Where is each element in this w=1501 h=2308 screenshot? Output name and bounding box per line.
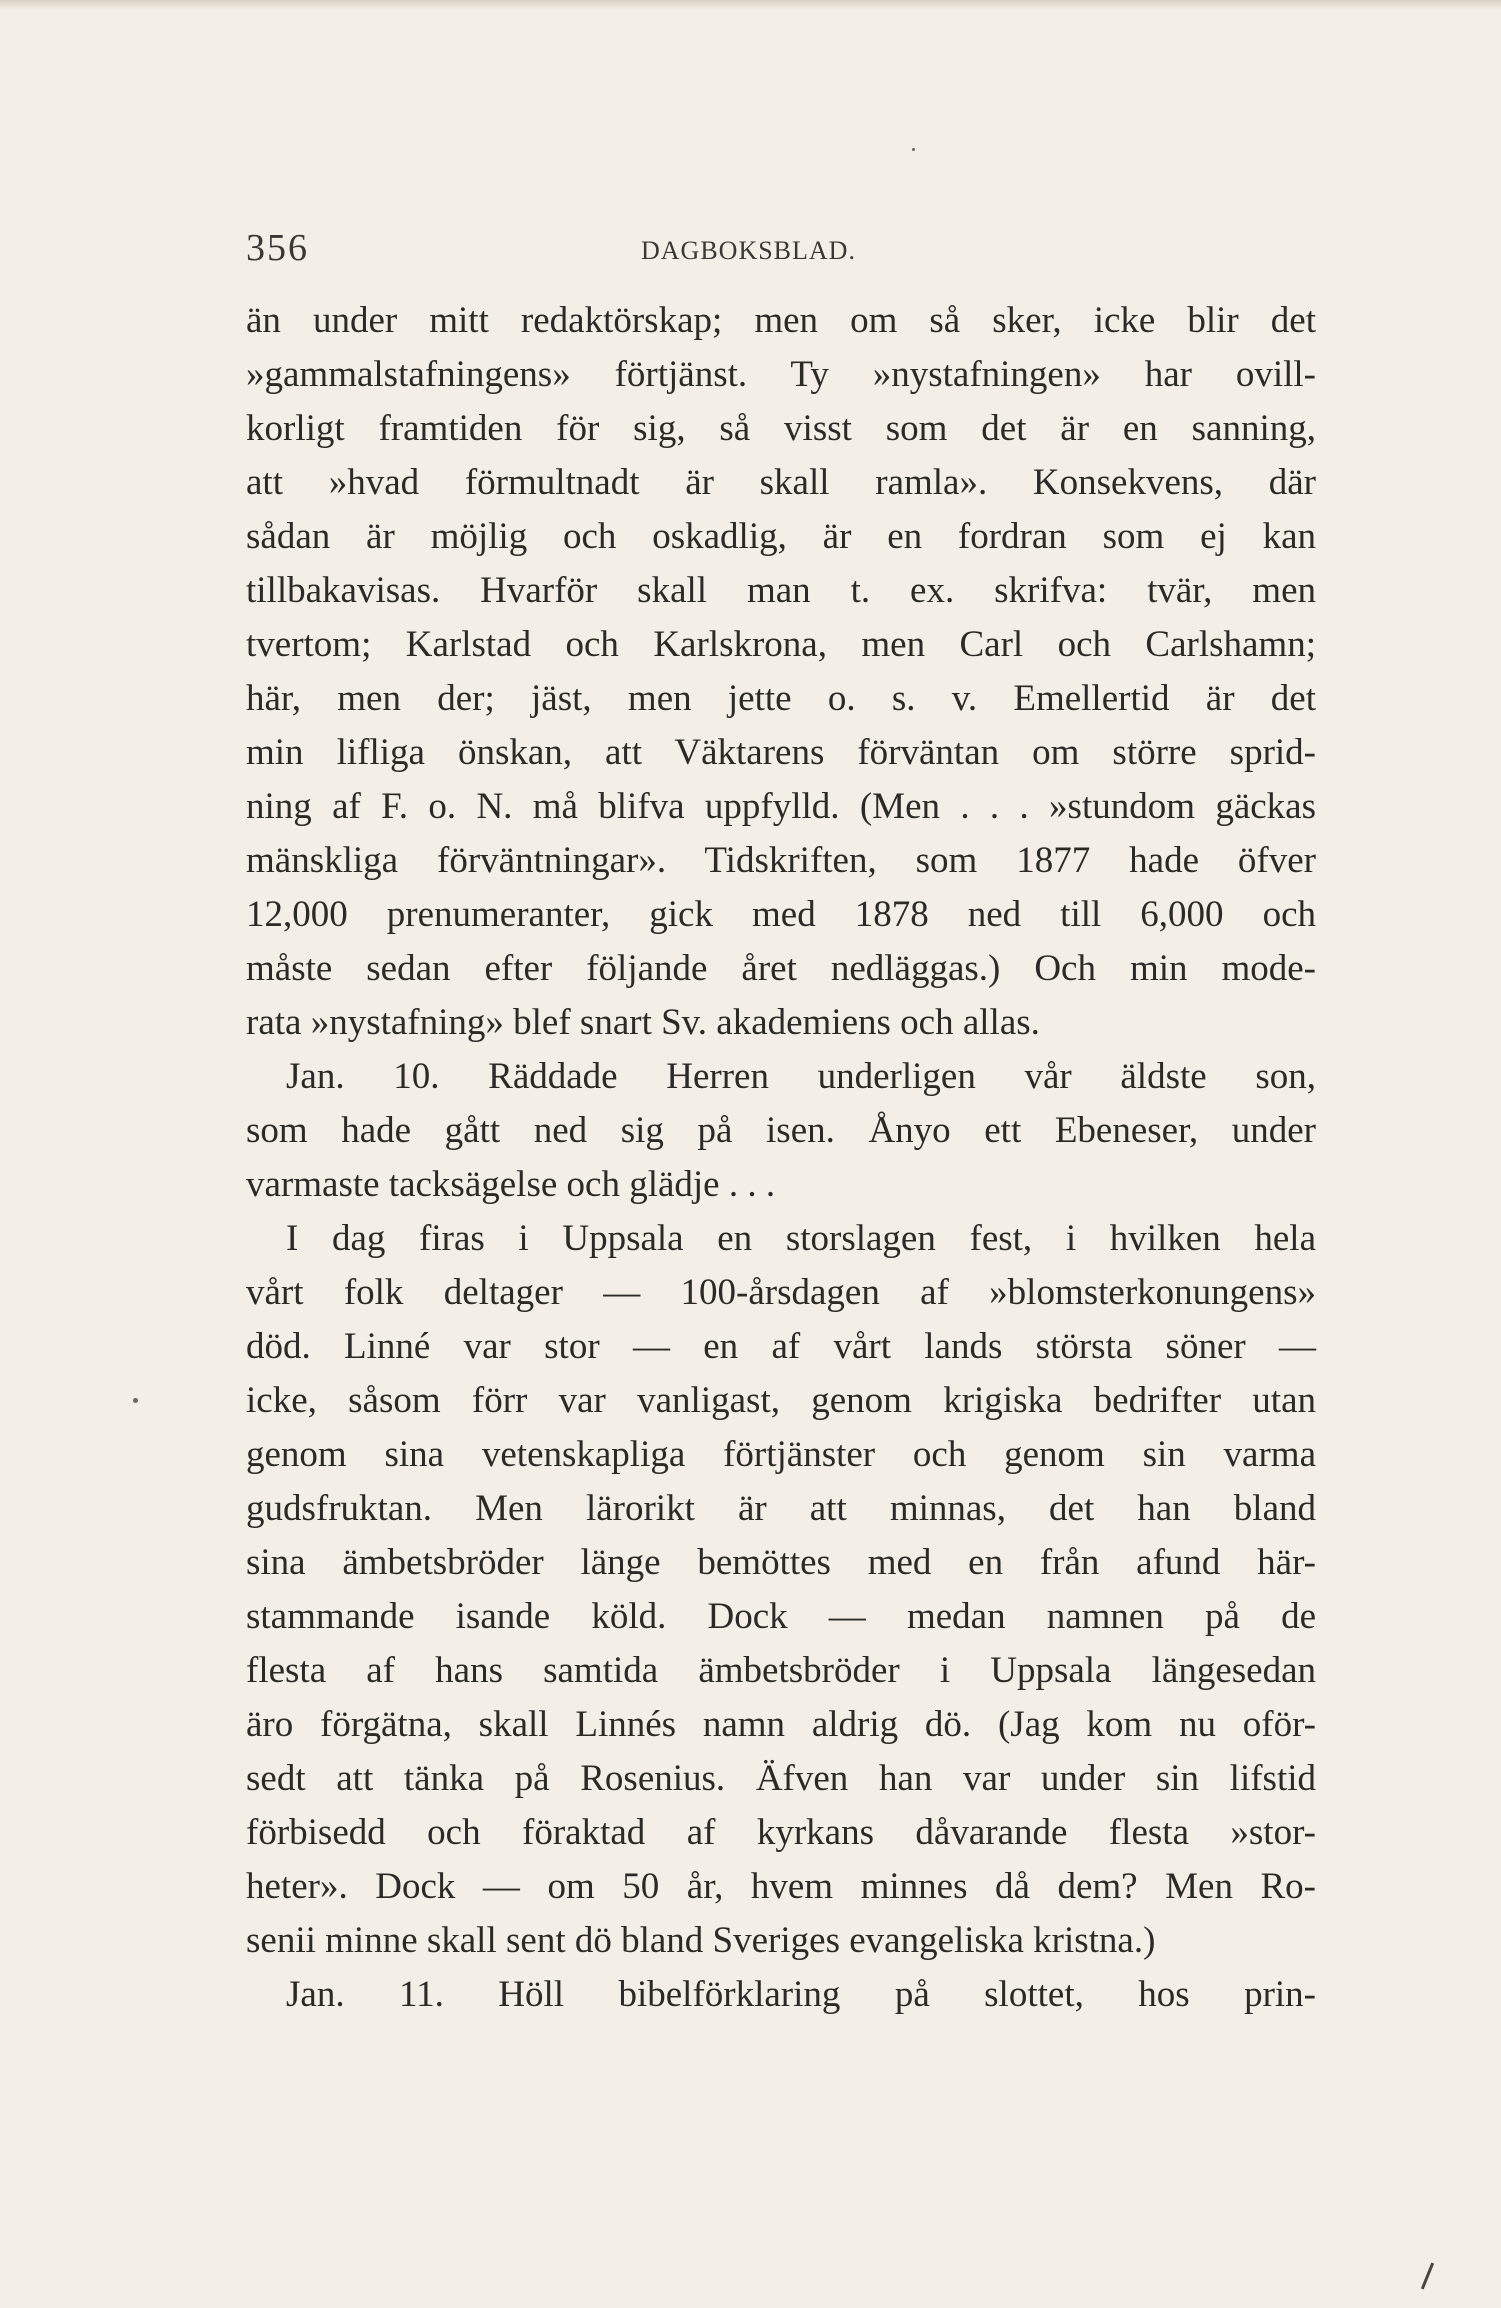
text-line: heter». Dock — om 50 år, hvem minnes då dem? Men Ro- bbox=[246, 1866, 1316, 1907]
text-line: 12,000 prenumeranter, gick med 1878 ned till 6,000 och bbox=[246, 894, 1316, 935]
text-line: ning af F. o. N. må blifva uppfylld. (Men . . . »stundom gäckas bbox=[246, 786, 1316, 827]
running-head: DAGBOKSBLAD. bbox=[641, 236, 856, 265]
text-line: rata »nystafning» blef snart Sv. akademiens och allas. bbox=[246, 1002, 1040, 1043]
body-text bbox=[246, 294, 1316, 2022]
margin-speck bbox=[133, 1398, 138, 1403]
text-line: korligt framtiden för sig, så visst som det är en sanning, bbox=[246, 408, 1316, 449]
text-line: här, men der; jäst, men jette o. s. v. Emellertid är det bbox=[246, 678, 1316, 719]
text-line: gudsfruktan. Men lärorikt är att minnas, det han bland bbox=[246, 1488, 1316, 1529]
diary-entry-line: Jan. 10. Räddade Herren underligen vår äldste son, bbox=[286, 1056, 1316, 1097]
text-line: mänskliga förväntningar». Tidskriften, som 1877 hade öfver bbox=[246, 840, 1316, 881]
text-line: vårt folk deltager — 100-årsdagen af »blomsterkonungens» bbox=[246, 1272, 1316, 1313]
paragraph-start-line: I dag firas i Uppsala en storslagen fest, i hvilken hela bbox=[286, 1218, 1316, 1259]
text-line: flesta af hans samtida ämbetsbröder i Uppsala längesedan bbox=[246, 1650, 1316, 1691]
text-line: min lifliga önskan, att Väktarens förväntan om större sprid- bbox=[246, 732, 1316, 773]
text-line: att »hvad förmultnadt är skall ramla». Konsekvens, där bbox=[246, 462, 1316, 503]
corner-pencil-mark bbox=[1421, 2262, 1434, 2289]
text-line: stammande isande köld. Dock — medan namnen på de bbox=[246, 1596, 1316, 1637]
text-line: tillbakavisas. Hvarför skall man t. ex. skrifva: tvär, men bbox=[246, 570, 1316, 611]
text-line: som hade gått ned sig på isen. Ånyo ett Ebeneser, under bbox=[246, 1110, 1316, 1151]
page-header bbox=[246, 226, 1310, 278]
text-line: »gammalstafningens» förtjänst. Ty »nystafningen» har ovill- bbox=[246, 354, 1316, 395]
text-line: måste sedan efter följande året nedläggas.) Och min mode- bbox=[246, 948, 1316, 989]
text-line: än under mitt redaktörskap; men om så sker, icke blir det bbox=[246, 300, 1316, 341]
text-line: sedt att tänka på Rosenius. Äfven han var under sin lifstid bbox=[246, 1758, 1316, 1799]
text-line: senii minne skall sent dö bland Sveriges evangeliska kristna.) bbox=[246, 1920, 1156, 1961]
text-line: förbisedd och föraktad af kyrkans dåvarande flesta »stor- bbox=[246, 1812, 1316, 1853]
margin-speck bbox=[912, 148, 915, 151]
text-line: död. Linné var stor — en af vårt lands största söner — bbox=[246, 1326, 1316, 1367]
text-line: sina ämbetsbröder länge bemöttes med en från afund här- bbox=[246, 1542, 1316, 1583]
page-number: 356 bbox=[246, 227, 309, 269]
text-line: genom sina vetenskapliga förtjänster och genom sin varma bbox=[246, 1434, 1316, 1475]
diary-entry-line: Jan. 11. Höll bibelförklaring på slottet, hos prin- bbox=[286, 1974, 1316, 2015]
text-line: varmaste tacksägelse och glädje . . . bbox=[246, 1164, 776, 1205]
page-top-edge bbox=[0, 0, 1501, 10]
text-line: tvertom; Karlstad och Karlskrona, men Carl och Carlshamn; bbox=[246, 624, 1316, 665]
text-line: sådan är möjlig och oskadlig, är en fordran som ej kan bbox=[246, 516, 1316, 557]
text-line: icke, såsom förr var vanligast, genom krigiska bedrifter utan bbox=[246, 1380, 1316, 1421]
text-line: äro förgätna, skall Linnés namn aldrig dö. (Jag kom nu oför- bbox=[246, 1704, 1316, 1745]
